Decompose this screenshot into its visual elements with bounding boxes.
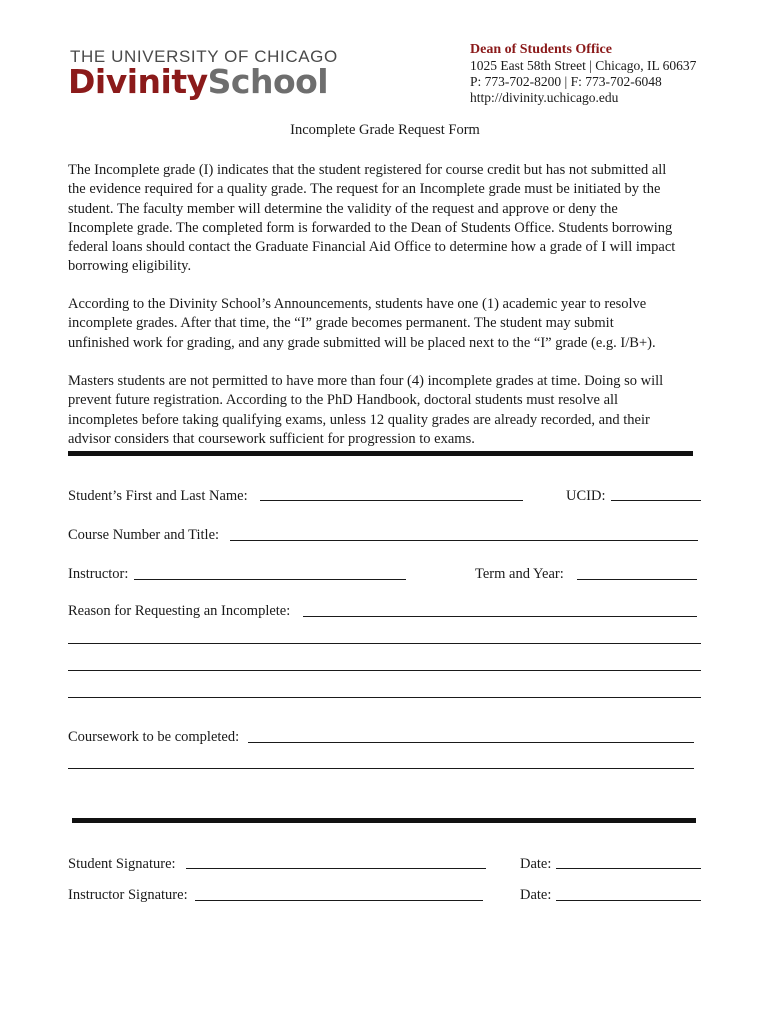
paragraph-line: federal loans should contact the Graduate Financial Aid Office to determine how a grade of I will impact [68, 239, 676, 256]
paragraph-line: prevent future registration. According to the PhD Handbook, doctoral students must resolve all [68, 392, 619, 409]
instructor-date-field[interactable] [556, 900, 701, 901]
school-logo-word-school: School [207, 62, 329, 101]
course-field[interactable] [230, 540, 698, 541]
instructor-label: Instructor: [68, 566, 129, 582]
coursework-label: Coursework to be completed: [68, 729, 240, 745]
form-title: Incomplete Grade Request Form [290, 122, 480, 138]
student-signature-field[interactable] [186, 868, 486, 869]
paragraph-line: Incomplete grade. The completed form is forwarded to the Dean of Students Office. Students borrowing [68, 219, 673, 236]
coursework-field-line[interactable] [68, 768, 694, 769]
limits-paragraph [68, 372, 708, 449]
office-contact-block [470, 42, 696, 106]
office-phone-fax: P: 773-702-8200 | F: 773-702-6048 [470, 74, 662, 89]
school-logo-word-divinity: Divinity [68, 62, 208, 101]
intro-paragraph [68, 161, 708, 277]
student-name-field[interactable] [260, 500, 523, 501]
ucid-label: UCID: [566, 488, 606, 504]
paragraph-line: incompletes before taking qualifying exams, unless 12 quality grades are already recorded, and their [68, 411, 650, 428]
instructor-field[interactable] [134, 579, 406, 580]
policy-paragraph [68, 295, 708, 353]
section-divider [72, 818, 696, 823]
instructor-signature-label: Instructor Signature: [68, 887, 188, 903]
student-date-field[interactable] [556, 868, 701, 869]
paragraph-line: unfinished work for grading, and any grade submitted will be placed next to the “I” grade (e.g. I/B+). [68, 334, 656, 351]
term-field[interactable] [577, 579, 697, 580]
reason-field[interactable] [303, 616, 697, 617]
paragraph-line: incomplete grades. After that time, the “I” grade becomes permanent. The student may submit [68, 315, 614, 332]
student-signature-label: Student Signature: [68, 856, 176, 872]
course-label: Course Number and Title: [68, 527, 220, 543]
paragraph-line: advisor considers that coursework sufficient for progression to exams. [68, 430, 475, 447]
section-divider [68, 451, 693, 456]
office-name: Dean of Students Office [470, 42, 612, 57]
ucid-field[interactable] [611, 500, 701, 501]
school-logo [68, 60, 328, 104]
reason-label: Reason for Requesting an Incomplete: [68, 603, 291, 619]
instructor-signature-field[interactable] [195, 900, 483, 901]
reason-field-line[interactable] [68, 670, 701, 671]
student-name-label: Student’s First and Last Name: [68, 488, 248, 504]
paragraph-line: the evidence required for a quality grade. The request for an Incomplete grade must be initiated by the [68, 181, 661, 198]
office-address: 1025 East 58th Street | Chicago, IL 60637 [470, 58, 697, 73]
paragraph-line: Masters students are not permitted to have more than four (4) incomplete grades at time. Doing so will [68, 373, 664, 389]
university-name: THE UNIVERSITY OF CHICAGO [70, 47, 338, 66]
office-website[interactable]: http://divinity.uchicago.edu [470, 90, 619, 105]
reason-field-line[interactable] [68, 697, 701, 698]
coursework-field[interactable] [248, 742, 694, 743]
paragraph-line: The Incomplete grade (I) indicates that the student registered for course credit but has not submitted all [68, 162, 667, 178]
reason-field-line[interactable] [68, 643, 701, 644]
student-date-label: Date: [520, 856, 552, 872]
paragraph-line: According to the Divinity School’s Announcements, students have one (1) academic year to resolve [68, 296, 647, 312]
term-label: Term and Year: [475, 566, 564, 582]
instructor-date-label: Date: [520, 887, 552, 903]
paragraph-line: student. The faculty member will determine the validity of the request and approve or deny the [68, 200, 618, 217]
paragraph-line: borrowing eligibility. [68, 258, 192, 275]
